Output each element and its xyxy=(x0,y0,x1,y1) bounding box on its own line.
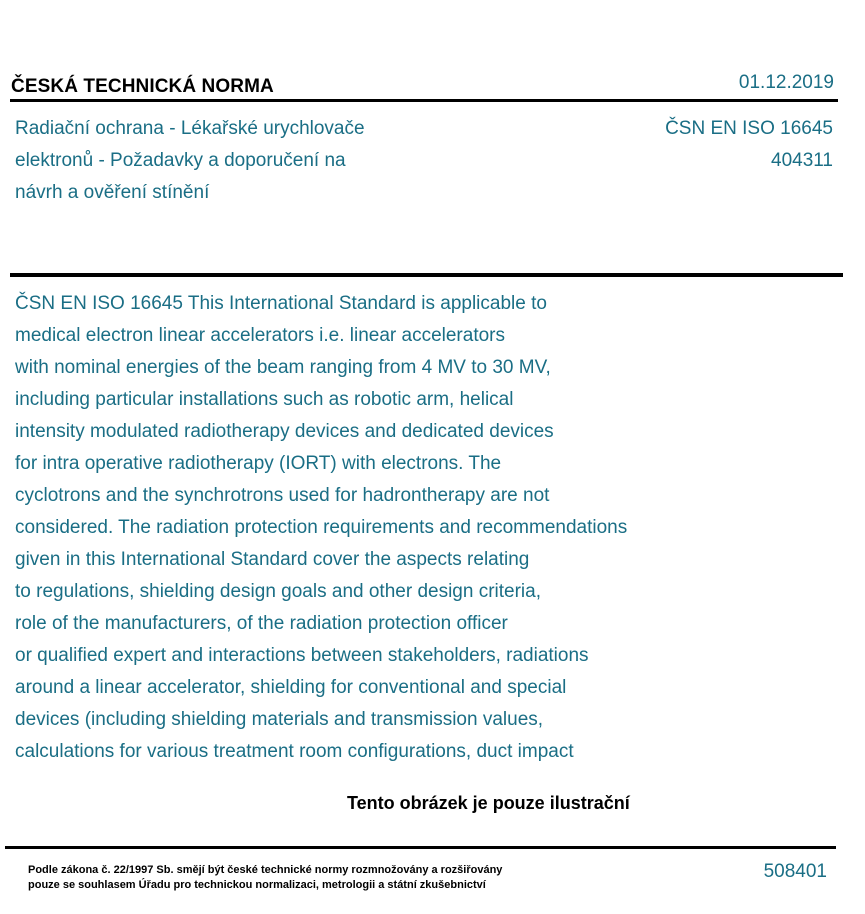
abstract-line: given in this International Standard cover the aspects relating xyxy=(15,549,530,570)
abstract-line: considered. The radiation protection requirements and recommendations xyxy=(15,517,628,538)
class-number: 404311 xyxy=(771,150,833,171)
abstract-line: calculations for various treatment room configurations, duct impact xyxy=(15,741,574,762)
header-rule xyxy=(10,99,838,102)
abstract-line: to regulations, shielding design goals and other design criteria, xyxy=(15,581,541,602)
document-number: 508401 xyxy=(763,861,827,882)
abstract-line: cyclotrons and the synchrotrons used for hadrontherapy are not xyxy=(15,485,550,506)
publication-date: 01.12.2019 xyxy=(738,72,834,93)
abstract-line: or qualified expert and interactions between stakeholders, radiations xyxy=(15,645,589,666)
standard-code: ČSN EN ISO 16645 xyxy=(665,118,833,139)
copyright-line: Podle zákona č. 22/1997 Sb. smějí být české technické normy rozmnožovány a rozšiřovány xyxy=(28,864,503,876)
title-line: návrh a ověření stínění xyxy=(15,182,210,203)
abstract-line: devices (including shielding materials and transmission values, xyxy=(15,709,544,730)
copyright-line: pouze se souhlasem Úřadu pro technickou normalizaci, metrologii a státní zkušebnictví xyxy=(28,879,486,891)
abstract-line: ČSN EN ISO 16645 This International Standard is applicable to xyxy=(15,293,547,314)
title-rule xyxy=(10,273,843,277)
abstract-line: around a linear accelerator, shielding for conventional and special xyxy=(15,677,567,698)
abstract-line: intensity modulated radiotherapy devices and dedicated devices xyxy=(15,421,554,442)
footer-rule xyxy=(5,846,836,849)
abstract-line: medical electron linear accelerators i.e. linear accelerators xyxy=(15,325,506,346)
abstract-line: role of the manufacturers, of the radiation protection officer xyxy=(15,613,508,634)
abstract-line: for intra operative radiotherapy (IORT) with electrons. The xyxy=(15,453,502,474)
title-line: elektronů - Požadavky a doporučení na xyxy=(15,150,346,171)
illustration-notice: Tento obrázek je pouze ilustrační xyxy=(347,793,630,813)
copyright-notice xyxy=(28,863,502,893)
abstract-line: with nominal energies of the beam ranging from 4 MV to 30 MV, xyxy=(15,357,551,378)
abstract-line: including particular installations such as robotic arm, helical xyxy=(15,389,514,410)
title-line: Radiační ochrana - Lékařské urychlovače xyxy=(15,118,365,139)
norm-label: ČESKÁ TECHNICKÁ NORMA xyxy=(11,76,274,97)
